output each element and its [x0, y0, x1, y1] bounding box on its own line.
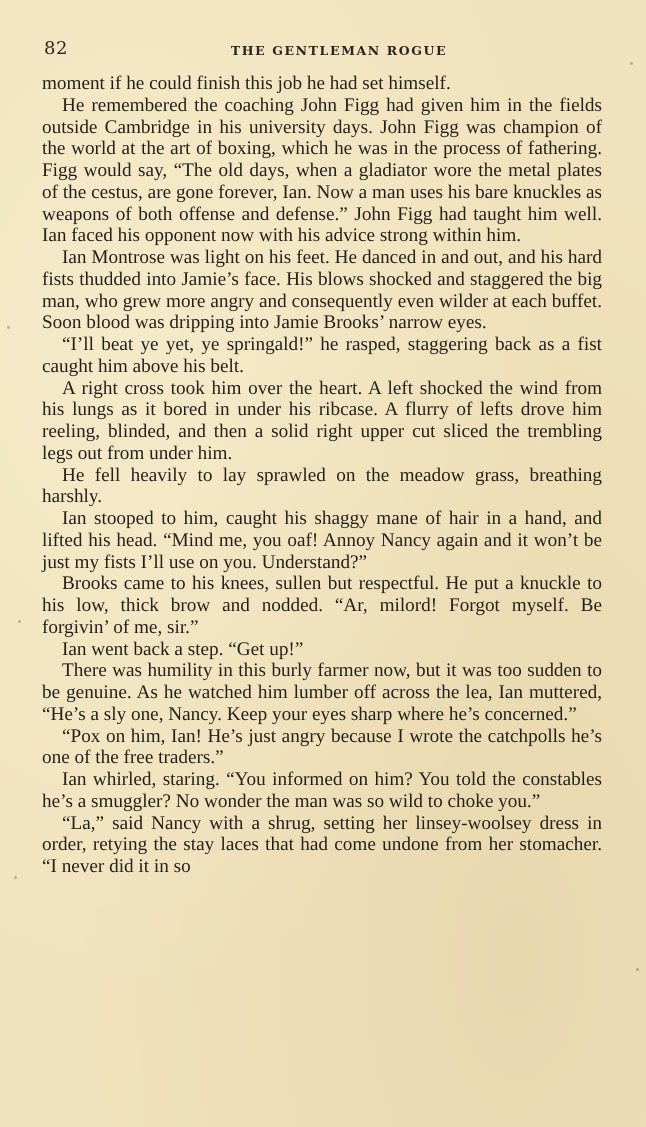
paragraph: “Pox on him, Ian! He’s just angry because I wrote the catchpolls he’s one of the free traders.”	[42, 725, 602, 769]
paper-speck	[636, 968, 639, 971]
paragraph: “I’ll beat ye yet, ye springald!” he rasped, staggering back as a fist caught him above his belt.	[42, 334, 602, 377]
paragraph: Ian Montrose was light on his feet. He danced in and out, and his hard fists thudded into Jamie’s face. His blows shocked and staggered the big man, who grew more angry and consequently even wilder at each buffet. Soon blood was dripping into Jamie Brooks’ narrow eyes.	[42, 247, 602, 334]
paper-speck	[630, 62, 633, 65]
page-header	[44, 38, 604, 68]
paragraph: moment if he could finish this job he had set himself.	[42, 73, 451, 94]
running-head: THE GENTLEMAN ROGUE	[230, 43, 448, 58]
paragraph: He fell heavily to lay sprawled on the meadow grass, breathing harshly.	[42, 464, 602, 508]
paragraph: Ian went back a step. “Get up!”	[62, 638, 304, 660]
paper-speck	[7, 326, 10, 329]
paragraph: Ian whirled, staring. “You informed on him? You told the constables he’s a smuggler? No wonder the man was so wild to choke you.”	[42, 769, 602, 812]
paper-speck	[18, 620, 21, 623]
paper-speck	[14, 876, 17, 879]
paragraph: There was humility in this burly farmer now, but it was too sudden to be genuine. As he watched him lumber off across the lea, Ian muttered, “He’s a sly one, Nancy. Keep your eyes sharp where he’s concerned.”	[42, 660, 602, 725]
paragraph: A right cross took him over the heart. A left shocked the wind from his lungs as it bored in under his ribcase. A flurry of lefts drove him reeling, blinded, and then a solid right upper cut sliced the trembling legs out from under him.	[42, 377, 602, 464]
paragraph: “La,” said Nancy with a shrug, setting her linsey-woolsey dress in order, retying the stay laces that had come undone from her stomacher. “I never did it in so	[42, 812, 602, 877]
page-number: 82	[44, 38, 68, 59]
paragraph: Brooks came to his knees, sullen but respectful. He put a knuckle to his low, thick brow and nodded. “Ar, milord! Forgot myself. Be forgivin’ of me, sir.”	[42, 573, 602, 638]
body-text	[42, 73, 602, 878]
paragraph: Ian stooped to him, caught his shaggy mane of hair in a hand, and lifted his head. “Mind me, you oaf! Annoy Nancy again and it won’t be just my fists I’ll use on you. Understand?”	[42, 508, 602, 573]
paragraph: He remembered the coaching John Figg had given him in the fields outside Cambridge in his university days. John Figg was champion of the world at the art of boxing, which he was in the process of fathering. Figg would say, “The old days, when a gladiator wore the metal plates of the cestus, are gone forever, Ian. Now a man uses his bare knuckles as weapons of both offense and defense.” John Figg had taught him well. Ian faced his opponent now with his advice strong within him.	[42, 94, 602, 247]
